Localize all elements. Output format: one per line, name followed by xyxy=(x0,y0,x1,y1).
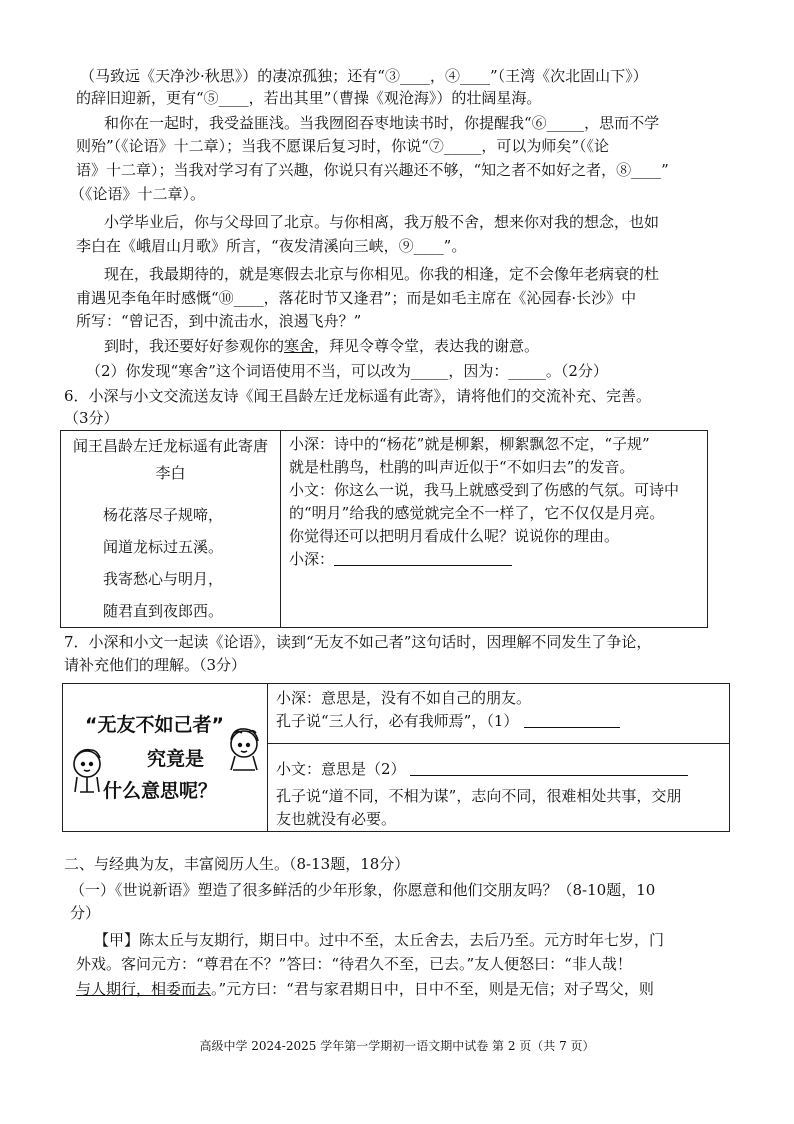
cartoon-caption: 究竟是 xyxy=(147,748,205,770)
text-run: 。”元方曰：“君与家君期日中，日中不至，则是无信；对子骂父，则 xyxy=(211,980,654,998)
answer-line xyxy=(268,758,729,781)
answer-blank-1[interactable] xyxy=(524,711,620,728)
question-6-title: 6．小深与小文交流送友诗《闻王昌龄左迁龙标遥有此寄》，请将他们的交流补充、完善。 xyxy=(64,387,652,405)
underlined-word: 寒舍 xyxy=(284,337,315,355)
speaker-label: 小深： xyxy=(289,550,335,568)
cartoon-caption: “无友不如己者” xyxy=(85,714,224,736)
dialog-cell xyxy=(281,431,708,628)
dialog-line: 你觉得还可以把明月看成什么呢？说说你的理由。 xyxy=(289,527,620,545)
cartoon-caption: 什么意思呢？ xyxy=(103,780,218,802)
dialog-line: 小深：诗中的“杨花”就是柳絮，柳絮飘忽不定，“子规” xyxy=(289,435,650,453)
text-line: 语》十二章）；当我对学习有了兴趣，你说只有兴趣还不够，“知之者不如好之者，⑧____” xyxy=(76,161,669,179)
question-7-table xyxy=(62,683,730,832)
passage-line: 外戏。客问元方：“尊君在不？”答曰：“待君久不至，已去。”友人便怒曰：“非人哉！ xyxy=(76,955,632,973)
text-line: 现在，我最期待的，就是寒假去北京与你相见。你我的相逢，定不会像年老病衰的杜 xyxy=(104,265,660,283)
section-title: 二、与经典为友，丰富阅历人生。（8-13题，18分） xyxy=(64,855,410,873)
poem-author: 李白 xyxy=(155,464,186,482)
question-7-score: 请补充他们的理解。（3分） xyxy=(64,656,247,674)
answer-line xyxy=(281,548,707,571)
answer-line xyxy=(268,710,729,733)
passage-line: 【甲】陈太丘与友期行，期日中。过中不至，太丘舍去，去后乃至。元方时年七岁，门 xyxy=(94,931,665,949)
text-line: 小学毕业后，你与父母回了北京。与你相离，我万般不舍，想来你对我的想念，也如 xyxy=(104,213,660,231)
underlined-phrase: 与人期行，相委而去 xyxy=(76,980,212,998)
text-run: 到时，我还要好好参观你的 xyxy=(104,337,285,355)
text-line: 甫遇见李龟年时感慨“⑩____，落花时节又逢君”；而是如毛主席在《沁园春·长沙》中 xyxy=(76,289,637,307)
dialog-line: 的“明月”给我的感觉就完全不一样了，它不仅仅是月亮。 xyxy=(289,504,665,522)
poem-line: 闻道龙标过五溪。 xyxy=(103,538,224,556)
question-7-title: 7．小深和小文一起读《论语》，读到“无友不如己者”这句话时，因理解不同发生了争论， xyxy=(64,633,652,651)
question-6-table xyxy=(60,430,708,628)
text-line: （马致远《天净沙·秋思》）的凄凉孤独；还有“③____，④____”（王湾《次北固山下》） xyxy=(80,67,648,85)
text-line: 李白在《峨眉山月歌》所言，“夜发清溪向三峡，⑨____”。 xyxy=(76,237,467,255)
dialog-cell xyxy=(268,744,730,832)
text-run: ，拜见令尊令堂，表达我的谢意。 xyxy=(314,337,540,355)
dialog-line: 就是杜鹃鸟，杜鹃的叫声近似于“不如归去”的发音。 xyxy=(289,458,635,476)
text-line: （《论语》十二章）。 xyxy=(70,185,206,203)
dialog-line: 小文：你这么一说，我马上就感受到了伤感的气氛。可诗中 xyxy=(289,481,680,499)
cartoon-cell xyxy=(63,684,268,832)
subsection-title: 分） xyxy=(70,904,101,922)
answer-blank[interactable] xyxy=(334,549,512,566)
dialog-line: 小深：意思是，没有不如自己的朋友。 xyxy=(276,689,532,707)
poem-cell xyxy=(61,431,281,628)
poem-line: 我寄愁心与明月， xyxy=(103,570,224,588)
poem-title: 闻王昌龄左迁龙标遥有此寄唐 xyxy=(72,437,268,455)
text-line xyxy=(104,334,539,358)
question-2: （2）你发现“寒舍”这个词语使用不当，可以改为_____，因为：_____。（2分） xyxy=(86,362,608,380)
text-line: 的辞旧迎新，更有“⑤____，若出其里”（曹操《观沧海》）的壮阔星海。 xyxy=(76,89,542,107)
question-6-score: （3分） xyxy=(64,409,119,427)
text-line: 和你在一起时，我受益匪浅。当我囫囵吞枣地读书时，你提醒我“⑥_____，思而不学 xyxy=(104,114,660,132)
dialog-text: 孔子说“三人行，必有我师焉”，（1） xyxy=(276,712,519,730)
passage-line xyxy=(76,977,654,1001)
answer-blank-2[interactable] xyxy=(410,759,688,776)
subsection-title: （一）《世说新语》塑造了很多鲜活的少年形象，你愿意和他们交朋友吗？（8-10题，10 xyxy=(70,881,656,899)
page-footer: 高级中学 2024-2025 学年第一学期初一语文期中试卷 第 2 页（共 7 页） xyxy=(199,1039,595,1053)
text-line: 则殆”（《论语》十二章）；当我不愿课后复习时，你说“⑦_____，可以为师矣”（《论 xyxy=(76,137,610,155)
dialog-text: 小文：意思是（2） xyxy=(276,760,406,778)
poem-line: 随君直到夜郎西。 xyxy=(103,602,224,620)
dialog-cell xyxy=(268,684,730,744)
dialog-line: 孔子说“道不同，不相为谋”，志向不同，很难相处共事，交朋 xyxy=(276,787,682,805)
text-line: 所写：“曾记否，到中流击水，浪遏飞舟？” xyxy=(76,312,362,330)
dialog-line: 友也就没有必要。 xyxy=(276,810,397,828)
poem-line: 杨花落尽子规啼， xyxy=(103,506,224,524)
